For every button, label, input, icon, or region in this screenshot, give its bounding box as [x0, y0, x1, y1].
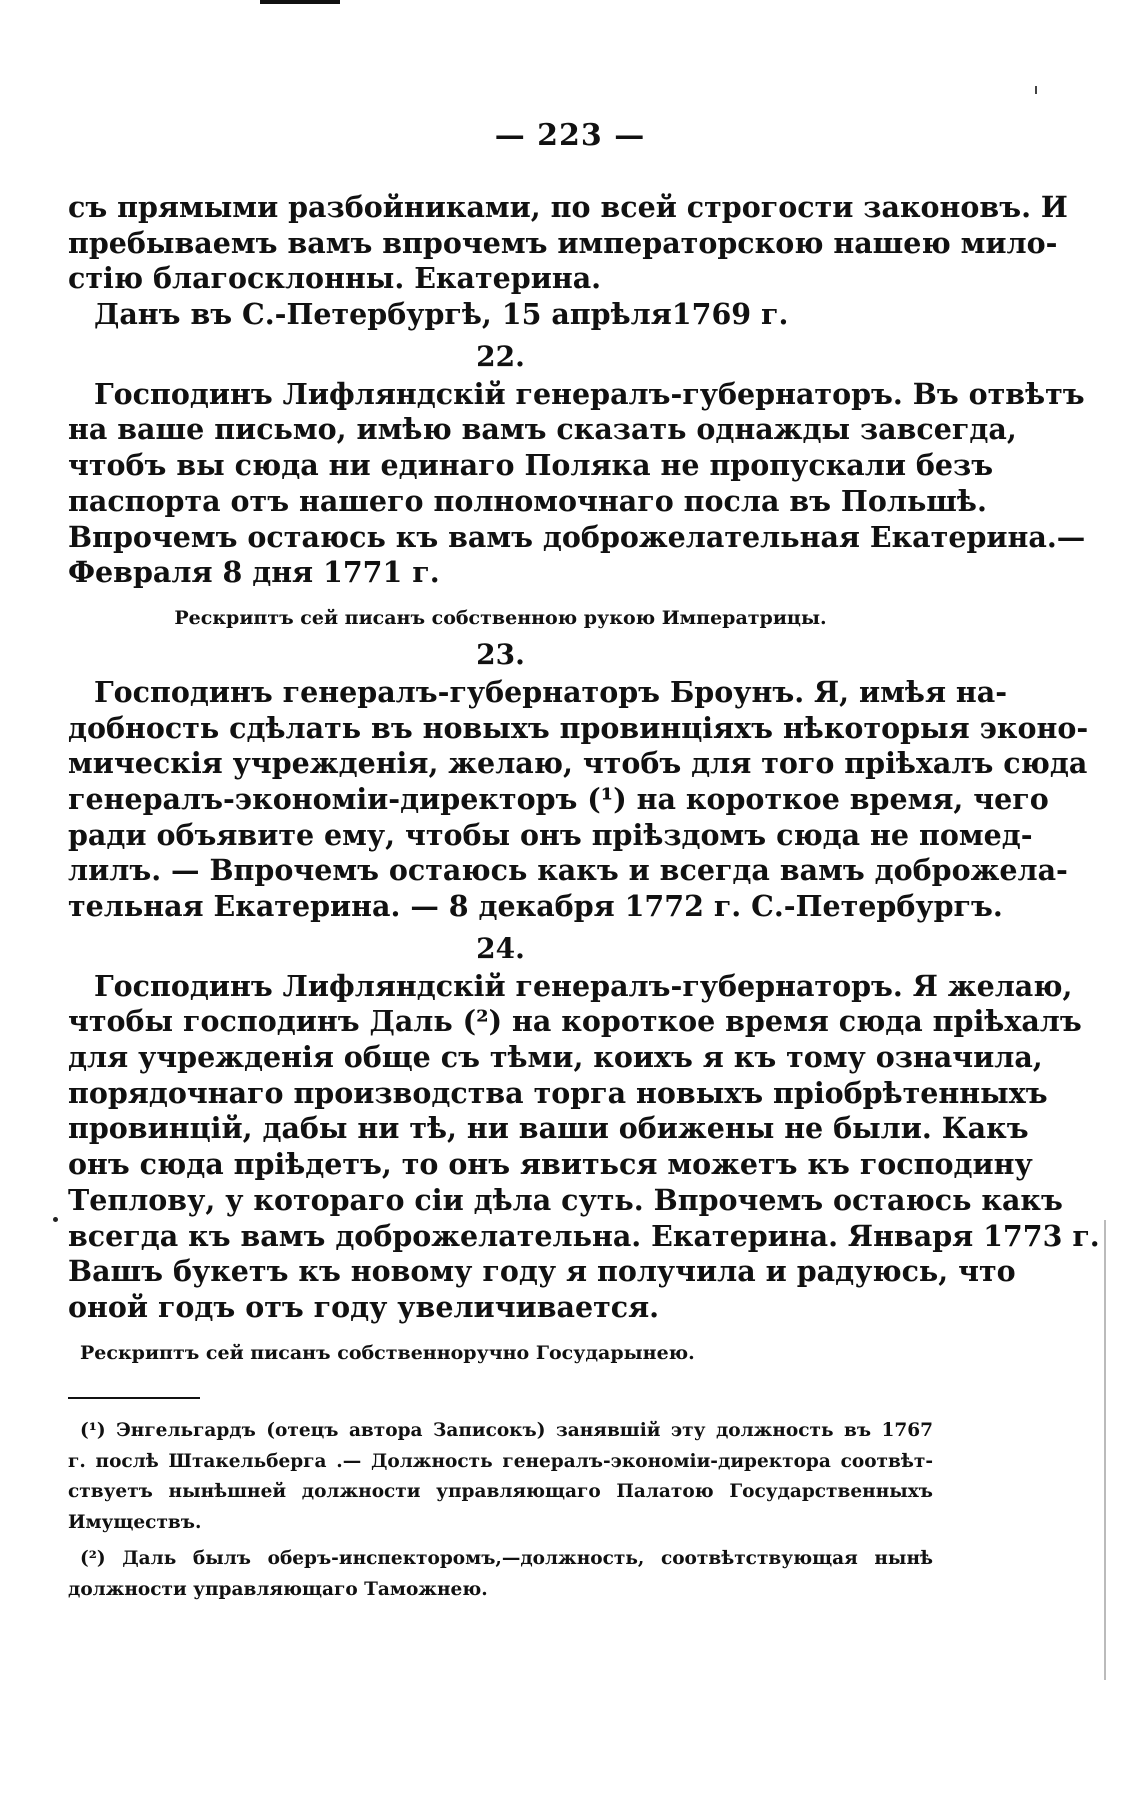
date-line: Данъ въ С.-Петербургѣ, 15 апрѣля1769 г. — [94, 297, 789, 332]
paragraph-continuation — [68, 190, 1068, 333]
section-number-23: 23. — [476, 637, 525, 671]
footnote-line: г. послѣ Штакельберга .— Должность генералъ-экономіи-директора соотвѣт- — [68, 1450, 933, 1472]
margin-mark — [1035, 86, 1037, 94]
text-line: мическія учрежденія, желаю, чтобъ для того пріѣхалъ сюда — [68, 746, 1088, 781]
text-line: паспорта отъ нашего полномочнаго посла въ Польшѣ. — [68, 483, 987, 518]
footnote-line: (¹) Энгельгардъ (отецъ автора Записокъ) занявшій эту должность въ 1767 — [80, 1420, 933, 1441]
paragraph-23 — [68, 674, 1089, 925]
text-line: добность сдѣлать въ новыхъ провинціяхъ нѣкоторыя эконо- — [68, 710, 1089, 745]
footnote-line: должности управляющаго Таможнею. — [68, 1578, 488, 1600]
text-line: пребываемъ вамъ впрочемъ императорскою нашею мило- — [68, 225, 1058, 260]
text-line: генералъ-экономіи-директоръ (¹) на короткое время, чего — [68, 781, 1049, 816]
footnote-2 — [68, 1544, 933, 1605]
text-line: Господинъ Лифляндскій генералъ-губернаторъ. Я желаю, — [94, 968, 1073, 1003]
paragraph-22 — [68, 376, 1086, 591]
text-line: Теплову, у котораго сіи дѣла суть. Впрочемъ остаюсь какъ — [68, 1182, 1063, 1217]
text-line: для учрежденія обще съ тѣми, коихъ я къ тому означила, — [68, 1040, 1043, 1075]
text-line: Господинъ генералъ-губернаторъ Броунъ. Я, имѣя на- — [94, 674, 1008, 709]
text-line: Впрочемъ остаюсь къ вамъ доброжелательная Екатерина.— — [68, 519, 1086, 554]
text-line: провинцій, дабы ни тѣ, ни ваши обижены не были. Какъ — [68, 1111, 1029, 1146]
margin-dot — [53, 1217, 58, 1222]
footnote-line: ствуетъ нынѣшней должности управляющаго Палатою Государственныхъ — [68, 1481, 933, 1502]
footnote-1 — [68, 1416, 933, 1538]
footnotes — [68, 1416, 933, 1605]
section-number-24: 24. — [476, 931, 525, 965]
rescript-note-22: Рескриптъ сей писанъ собственною рукою Императрицы. — [174, 606, 827, 629]
text-line: лилъ. — Впрочемъ остаюсь какъ и всегда вамъ доброжела- — [68, 853, 1068, 888]
text-line: порядочнаго производства торга новыхъ пріобрѣтенныхъ — [68, 1075, 1048, 1110]
text-line: всегда къ вамъ доброжелательна. Екатерина. Января 1773 г. — [68, 1218, 1100, 1253]
page-edge-line — [1104, 1220, 1106, 1680]
footnote-line: Имуществъ. — [68, 1511, 202, 1533]
page-number: — 223 — — [494, 118, 646, 153]
text-line: тельная Екатерина. — 8 декабря 1772 г. С.-Петербургъ. — [68, 889, 1003, 923]
paragraph-24 — [68, 968, 1100, 1326]
text-line: съ прямыми разбойниками, по всей строгости законовъ. И — [68, 190, 1068, 224]
footnote-separator — [68, 1397, 200, 1399]
text-line: Февраля 8 дня 1771 г. — [68, 555, 440, 590]
text-line: чтобъ вы сюда ни единаго Поляка не пропускали безъ — [68, 448, 994, 483]
body-text — [68, 190, 1100, 1370]
text-line: ради объявите ему, чтобы онъ пріѣздомъ сюда не помед- — [68, 817, 1033, 852]
text-line: чтобы господинъ Даль (²) на короткое время сюда пріѣхалъ — [68, 1004, 1082, 1039]
text-line: Господинъ Лифляндскій генералъ-губернаторъ. Въ отвѣтъ — [94, 376, 1085, 411]
text-line: на ваше письмо, имѣю вамъ сказать однажды завсегда, — [68, 412, 1017, 447]
rescript-note-24: Рескриптъ сей писанъ собственноручно Государынею. — [80, 1341, 695, 1364]
text-line: онъ сюда пріѣдетъ, то онъ явиться можетъ къ господину — [68, 1147, 1033, 1182]
text-line: стію благосклонны. Екатерина. — [68, 261, 602, 296]
footnote-line: (²) Даль былъ оберъ-инспекторомъ,—должность, соотвѣтствующая нынѣ — [80, 1548, 933, 1569]
text-line: Вашъ букетъ къ новому году я получила и радуюсь, что — [68, 1254, 1016, 1289]
top-rule — [260, 0, 340, 4]
text-line: оной годъ отъ году увеличивается. — [68, 1289, 660, 1324]
section-number-22: 22. — [476, 339, 525, 373]
